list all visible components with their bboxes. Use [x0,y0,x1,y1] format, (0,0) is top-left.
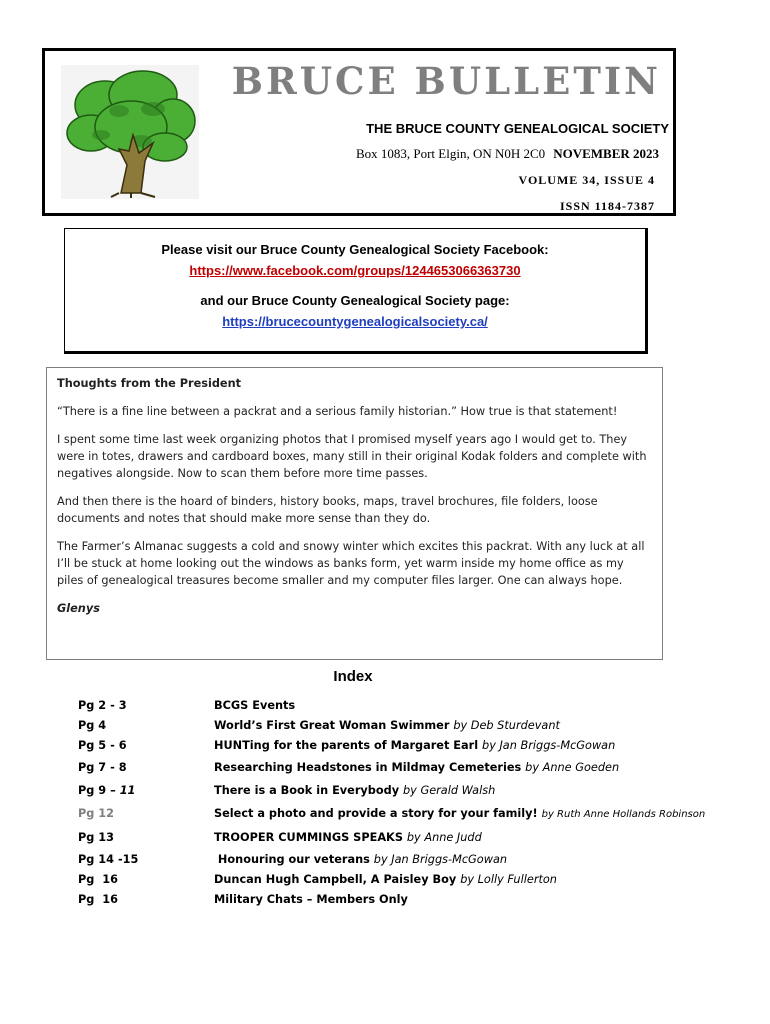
president-signature: Glenys [57,602,100,615]
address: Box 1083, Port Elgin, ON N0H 2C0 [355,146,546,161]
president-message [46,367,663,660]
index-entry [214,761,619,774]
president-paragraph: I spent some time last week organizing photos that I promised myself years ago I would get to. They were in totes, drawers and cardboard boxes, many still in their original Kodak folders and complete with negatives alongside. Now to scan them before more time passes. [57,433,647,480]
index-entry [214,719,560,732]
index-page-end: 11 [119,784,136,797]
index-page: Pg 12 [78,807,115,820]
index-entry [214,873,557,886]
facebook-box [64,228,648,354]
index-page: Pg 7 - 8 [78,761,127,774]
tree-icon [61,65,199,199]
index-page: Pg 16 [78,893,118,906]
index-entry-title: BCGS Events [214,699,296,712]
index-entry-author: by Gerald Walsh [403,784,496,797]
index-entry-title: Researching Headstones in Mildmay Cemeteries [214,761,522,774]
index-entry [214,831,482,844]
issue-date: NOVEMBER 2023 [553,146,659,161]
index-entry-title: Duncan Hugh Campbell, A Paisley Boy [214,873,457,886]
index-entry-author: by Deb Sturdevant [453,719,560,732]
index-page: Pg 5 - 6 [78,739,127,752]
president-heading: Thoughts from the President [57,377,242,390]
index-page: Pg 4 [78,719,107,732]
index-entry-title: Military Chats – Members Only [214,893,408,906]
index-entry [214,893,408,906]
index-entry-author: by Anne Judd [406,831,482,844]
website-intro: and our Bruce County Genealogical Society page: [200,293,510,308]
facebook-link[interactable]: https://www.facebook.com/groups/1244653066363730 [189,263,521,278]
index-title: Index [333,668,373,685]
index-entry-title: There is a Book in Everybody [214,784,400,797]
website-link[interactable]: https://brucecountygenealogicalsociety.ca/ [222,314,488,329]
index-entry-author: by Jan Briggs-McGowan [482,739,616,752]
address-line [356,146,659,162]
index-entry-author: by Lolly Fullerton [460,873,557,886]
index-entry-title: HUNTing for the parents of Margaret Earl [214,739,479,752]
president-paragraph: The Farmer’s Almanac suggests a cold and snowy winter which excites this packrat. With any luck at all I’ll be stuck at home looking out the windows as banks form, yet warm inside my home office as my piles of genealogical treasures become smaller and my computer files larger. One can always hope. [57,540,645,587]
index-entry [214,739,615,752]
index-entry-title: Honouring our veterans [214,853,370,866]
president-paragraph: And then there is the hoard of binders, history books, maps, travel brochures, file folders, loose documents and notes that should make more sense than they do. [57,495,598,525]
index-entry-author: by Jan Briggs-McGowan [373,853,508,866]
index-entry-title: World’s First Great Woman Swimmer [214,719,450,732]
index-page: Pg 13 [78,831,115,844]
index-entry-title: Select a photo and provide a story for your family! [214,807,538,820]
index-entry [214,807,705,820]
bulletin-title: BRUCE BULLETIN [231,59,661,103]
index-entry [214,853,507,866]
index-page: Pg 2 - 3 [78,699,127,712]
index-page: Pg 16 [78,873,118,886]
index-entry [214,784,495,797]
facebook-intro: Please visit our Bruce County Genealogical Society Facebook: [161,242,549,257]
index-entry-author: by Ruth Anne Hollands Robinson [541,809,706,820]
president-paragraph: “There is a fine line between a packrat and a serious family historian.” How true is that statement! [57,405,618,418]
index-page-start: Pg 9 – [78,784,120,797]
index-entry-title: TROOPER CUMMINGS SPEAKS [214,831,403,844]
volume-issue: VOLUME 34, ISSUE 4 [518,173,655,187]
masthead [42,48,676,216]
index-page: Pg 14 -15 [78,853,139,866]
society-name: THE BRUCE COUNTY GENEALOGICAL SOCIETY [366,121,669,136]
issn: ISSN 1184-7387 [559,199,655,213]
index-entry-author: by Anne Goeden [525,761,620,774]
index-entry [214,699,295,712]
index-page [78,784,135,797]
